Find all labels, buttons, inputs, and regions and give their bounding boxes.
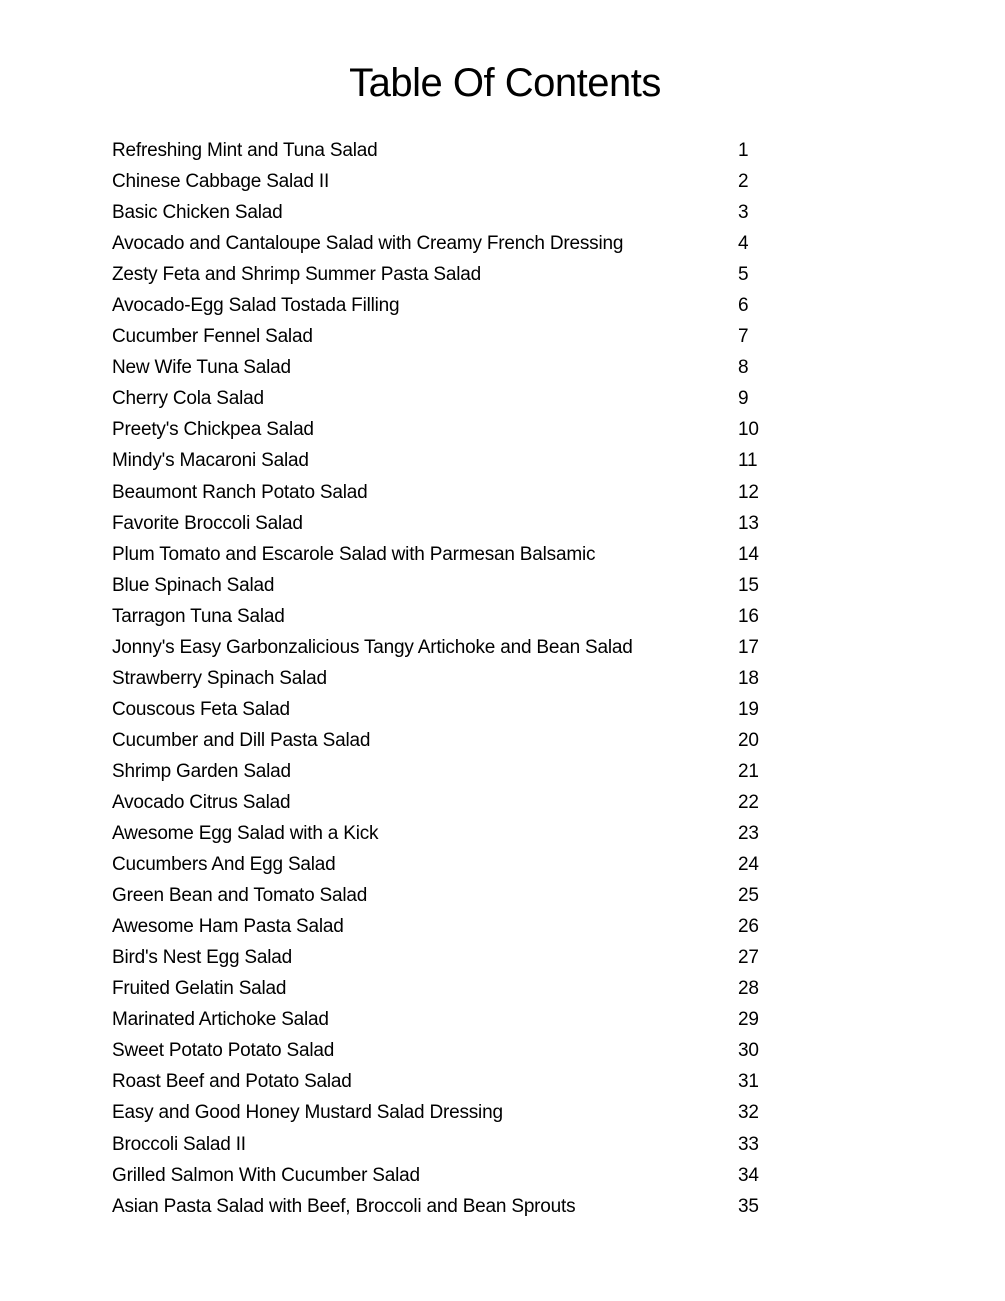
toc-entry-title[interactable]: Bird's Nest Egg Salad: [112, 947, 293, 969]
toc-entry-title[interactable]: New Wife Tuna Salad: [112, 357, 291, 379]
toc-entry-row[interactable]: [112, 603, 812, 634]
toc-entry-title[interactable]: Marinated Artichoke Salad: [112, 1009, 329, 1031]
toc-entry-title[interactable]: Avocado and Cantaloupe Salad with Creamy French Dressing: [112, 233, 624, 255]
toc-entry-row[interactable]: [112, 1037, 812, 1068]
toc-entry-title[interactable]: Roast Beef and Potato Salad: [112, 1071, 352, 1093]
toc-entry-title[interactable]: Blue Spinach Salad: [112, 574, 275, 596]
toc-entry-title[interactable]: Mindy's Macaroni Salad: [112, 450, 309, 472]
toc-entry-page-number: 27: [738, 947, 759, 969]
toc-entry-title[interactable]: Chinese Cabbage Salad II: [112, 171, 330, 193]
toc-entry-row[interactable]: [112, 137, 812, 168]
toc-entry-title[interactable]: Cucumbers And Egg Salad: [112, 854, 336, 876]
table-of-contents: [112, 137, 812, 1224]
toc-entry-page-number: 34: [738, 1164, 759, 1186]
toc-entry-row[interactable]: [112, 1006, 812, 1037]
toc-entry-page-number: 10: [738, 419, 759, 441]
toc-entry-title[interactable]: Awesome Ham Pasta Salad: [112, 916, 344, 938]
toc-entry-row[interactable]: [112, 851, 812, 882]
toc-entry-page-number: 25: [738, 885, 759, 907]
toc-entry-row[interactable]: [112, 230, 812, 261]
toc-entry-title[interactable]: Basic Chicken Salad: [112, 202, 283, 224]
toc-entry-row[interactable]: [112, 758, 812, 789]
toc-entry-page-number: 1: [738, 140, 749, 161]
page-title: Table Of Contents: [349, 61, 661, 105]
toc-entry-title[interactable]: Green Bean and Tomato Salad: [112, 885, 368, 907]
toc-entry-row[interactable]: [112, 416, 812, 447]
toc-entry-page-number: 26: [738, 916, 759, 938]
toc-entry-row[interactable]: [112, 882, 812, 913]
toc-entry-title[interactable]: Awesome Egg Salad with a Kick: [112, 823, 379, 845]
toc-entry-title[interactable]: Favorite Broccoli Salad: [112, 512, 303, 534]
toc-entry-page-number: 31: [738, 1071, 759, 1093]
toc-entry-page-number: 20: [738, 729, 759, 751]
toc-entry-title[interactable]: Avocado-Egg Salad Tostada Filling: [112, 295, 400, 317]
toc-entry-title[interactable]: Preety's Chickpea Salad: [112, 419, 314, 441]
toc-entry-row[interactable]: [112, 292, 812, 323]
toc-entry-row[interactable]: [112, 1162, 812, 1193]
toc-entry-page-number: 29: [738, 1009, 759, 1031]
toc-entry-title[interactable]: Easy and Good Honey Mustard Salad Dressing: [112, 1102, 503, 1124]
toc-entry-row[interactable]: [112, 168, 812, 199]
toc-entry-page-number: 5: [738, 264, 749, 286]
toc-entry-page-number: 2: [738, 171, 749, 193]
toc-entry-page-number: 23: [738, 823, 759, 845]
toc-entry-page-number: 14: [738, 543, 759, 565]
toc-entry-row[interactable]: [112, 354, 812, 385]
toc-entry-page-number: 7: [738, 326, 749, 348]
toc-entry-row[interactable]: [112, 1068, 812, 1099]
toc-entry-page-number: 19: [738, 698, 759, 720]
toc-entry-page-number: 33: [738, 1133, 759, 1155]
toc-entry-title[interactable]: Asian Pasta Salad with Beef, Broccoli and Bean Sprouts: [112, 1195, 576, 1217]
toc-entry-page-number: 3: [738, 202, 749, 224]
toc-entry-row[interactable]: [112, 261, 812, 292]
toc-entry-title[interactable]: Beaumont Ranch Potato Salad: [112, 481, 368, 503]
toc-entry-title[interactable]: Shrimp Garden Salad: [112, 760, 291, 782]
toc-entry-title[interactable]: Cucumber and Dill Pasta Salad: [112, 729, 371, 751]
toc-entry-title[interactable]: Plum Tomato and Escarole Salad with Parmesan Balsamic: [112, 543, 596, 565]
toc-entry-row[interactable]: [112, 479, 812, 510]
toc-entry-page-number: 15: [738, 574, 759, 596]
toc-entry-page-number: 28: [738, 978, 759, 1000]
toc-entry-page-number: 32: [738, 1102, 759, 1124]
toc-entry-row[interactable]: [112, 634, 812, 665]
toc-entry-page-number: 30: [738, 1040, 759, 1062]
toc-entry-row[interactable]: [112, 1099, 812, 1130]
toc-entry-page-number: 24: [738, 854, 759, 876]
toc-entry-page-number: 21: [738, 760, 759, 782]
toc-entry-row[interactable]: [112, 665, 812, 696]
toc-entry-row[interactable]: [112, 789, 812, 820]
toc-entry-row[interactable]: [112, 572, 812, 603]
toc-entry-row[interactable]: [112, 1193, 812, 1224]
toc-entry-row[interactable]: [112, 510, 812, 541]
toc-entry-page-number: 13: [738, 512, 759, 534]
toc-entry-title[interactable]: Couscous Feta Salad: [112, 698, 290, 720]
toc-entry-row[interactable]: [112, 323, 812, 354]
toc-entry-page-number: 17: [738, 636, 759, 658]
toc-entry-page-number: 35: [738, 1195, 759, 1217]
toc-entry-row[interactable]: [112, 727, 812, 758]
toc-entry-row[interactable]: [112, 696, 812, 727]
toc-entry-title[interactable]: Tarragon Tuna Salad: [112, 605, 285, 627]
toc-entry-page-number: 18: [738, 667, 759, 689]
toc-entry-page-number: 8: [738, 357, 749, 379]
toc-entry-row[interactable]: [112, 199, 812, 230]
toc-entry-page-number: 4: [738, 233, 749, 255]
toc-entry-page-number: 16: [738, 605, 759, 627]
toc-entry-page-number: 12: [738, 481, 759, 503]
toc-entry-title[interactable]: Grilled Salmon With Cucumber Salad: [112, 1164, 420, 1186]
toc-entry-title[interactable]: Sweet Potato Potato Salad: [112, 1040, 335, 1062]
toc-entry-row[interactable]: [112, 447, 812, 478]
toc-entry-title[interactable]: Cucumber Fennel Salad: [112, 326, 313, 348]
toc-entry-page-number: 6: [738, 295, 749, 317]
toc-entry-title[interactable]: Fruited Gelatin Salad: [112, 978, 287, 1000]
toc-entry-row[interactable]: [112, 913, 812, 944]
toc-entry-title[interactable]: Zesty Feta and Shrimp Summer Pasta Salad: [112, 264, 481, 286]
toc-entry-row[interactable]: [112, 541, 812, 572]
toc-entry-page-number: 22: [738, 791, 759, 813]
toc-entry-title[interactable]: Cherry Cola Salad: [112, 388, 264, 410]
toc-entry-page-number: 11: [738, 450, 758, 472]
toc-entry-row[interactable]: [112, 385, 812, 416]
toc-entry-title[interactable]: Refreshing Mint and Tuna Salad: [112, 140, 378, 161]
toc-entry-title[interactable]: Strawberry Spinach Salad: [112, 667, 327, 689]
toc-entry-row[interactable]: [112, 944, 812, 975]
toc-entry-row[interactable]: [112, 975, 812, 1006]
toc-entry-row[interactable]: [112, 820, 812, 851]
toc-entry-title[interactable]: Broccoli Salad II: [112, 1133, 246, 1155]
toc-entry-title[interactable]: Avocado Citrus Salad: [112, 791, 291, 813]
toc-entry-row[interactable]: [112, 1131, 812, 1162]
toc-entry-title[interactable]: Jonny's Easy Garbonzalicious Tangy Artichoke and Bean Salad: [112, 636, 633, 658]
toc-entry-page-number: 9: [738, 388, 749, 410]
